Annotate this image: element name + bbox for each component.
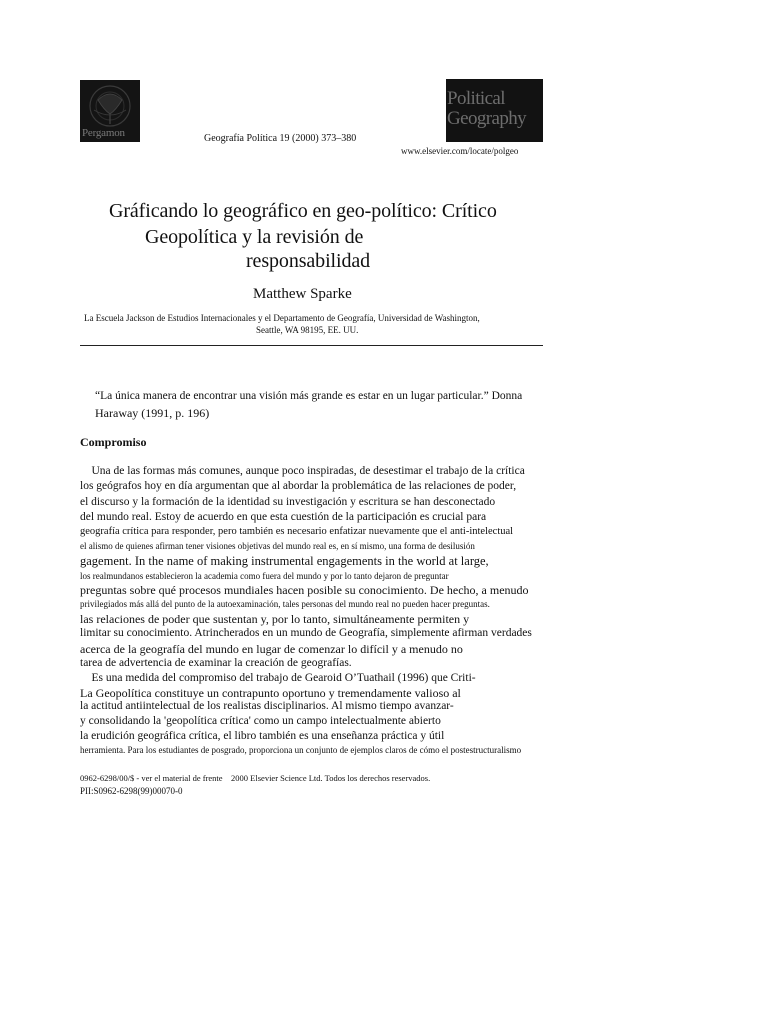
body-line: privilegiados más allá del punto de la autoexaminación, tales personas del mundo real no pueden hacer preguntas. <box>80 599 490 609</box>
article-title-line-2: Geopolítica y la revisión de <box>145 226 364 248</box>
body-line: el alismo de quienes afirman tener visiones objetivas del mundo real es, en sí mismo, una forma de desilusión <box>80 541 475 551</box>
body-line: el discurso y la formación de la identidad su investigación y escritura se han desconectado <box>80 496 496 508</box>
body-line: del mundo real. Estoy de acuerdo en que esta cuestión de la participación es crucial para <box>80 511 487 523</box>
header-divider <box>80 345 543 346</box>
body-line: acerca de la geografía del mundo en lugar de comenzar lo difícil y a menudo no <box>80 642 463 656</box>
body-line: Una de las formas más comunes, aunque poco inspiradas, de desestimar el trabajo de la crítica <box>80 465 525 477</box>
body-line: preguntas sobre qué procesos mundiales hacen posible su conocimiento. De hecho, a menudo <box>80 583 529 597</box>
body-line: geografía crítica para responder, pero también es necesario enfatizar nuevamente que el anti-intelectual <box>80 526 514 537</box>
journal-url[interactable]: www.elsevier.com/locate/polgeo <box>401 146 519 156</box>
journal-logo-line2: Geography <box>447 108 527 129</box>
epigraph-line-1: “La única manera de encontrar una visión más grande es estar en un lugar particular.” Donna <box>95 390 523 402</box>
body-line: gagement. In the name of making instrumental engagements in the world at large, <box>80 554 489 568</box>
author-name: Matthew Sparke <box>253 286 352 302</box>
publisher-logo-text: Pergamon <box>82 127 125 139</box>
body-line: los realmundanos establecieron la academia como fuera del mundo y por lo tanto dejaron de preguntar <box>80 571 449 581</box>
journal-logo-line1: Political <box>447 88 505 109</box>
body-line: limitar su conocimiento. Atrincherados en un mundo de Geografía, simplemente afirman verdades <box>80 627 532 639</box>
body-line: la erudición geográfica crítica, el libro también es una enseñanza práctica y útil <box>80 730 445 742</box>
body-line: herramienta. Para los estudiantes de posgrado, proporciona un conjunto de ejemplos claros de cómo el postestructuralismo <box>80 745 522 755</box>
epigraph-line-2: Haraway (1991, p. 196) <box>95 406 210 420</box>
article-title-line-3: responsabilidad <box>246 250 371 272</box>
section-heading: Compromiso <box>80 435 147 449</box>
journal-citation: Geografía Política 19 (2000) 373–380 <box>204 133 357 144</box>
body-line: y consolidando la 'geopolítica crítica' como un campo intelectualmente abierto <box>80 715 441 727</box>
body-line: los geógrafos hoy en día argumentan que al abordar la problemática de las relaciones de poder, <box>80 480 517 492</box>
article-title-line-1: Gráficando lo geográfico en geo-político: Crítico <box>109 200 497 222</box>
copyright-line: 0962-6298/00/$ - ver el material de frente 2000 Elsevier Science Ltd. Todos los derechos reservados. <box>80 773 431 783</box>
body-line: la actitud antiintelectual de los realistas disciplinarios. Al mismo tiempo avanzar- <box>80 700 454 712</box>
affiliation-line-1: La Escuela Jackson de Estudios Internacionales y el Departamento de Geografía, Universidad de Washington, <box>84 313 480 323</box>
publisher-logo <box>80 80 140 142</box>
body-line: tarea de advertencia de examinar la creación de geografías. <box>80 657 352 669</box>
body-line: La Geopolítica constituye un contrapunto oportuno y tremendamente valioso al <box>80 686 461 700</box>
body-line: las relaciones de poder que sustentan y, por lo tanto, simultáneamente permiten y <box>80 612 470 626</box>
affiliation-line-2: Seattle, WA 98195, EE. UU. <box>256 325 359 335</box>
journal-logo <box>446 79 543 142</box>
body-line: Es una medida del compromiso del trabajo de Gearoid O’Tuathail (1996) que Criti- <box>80 672 476 684</box>
pii-line: PII:S0962-6298(99)00070-0 <box>80 786 183 796</box>
